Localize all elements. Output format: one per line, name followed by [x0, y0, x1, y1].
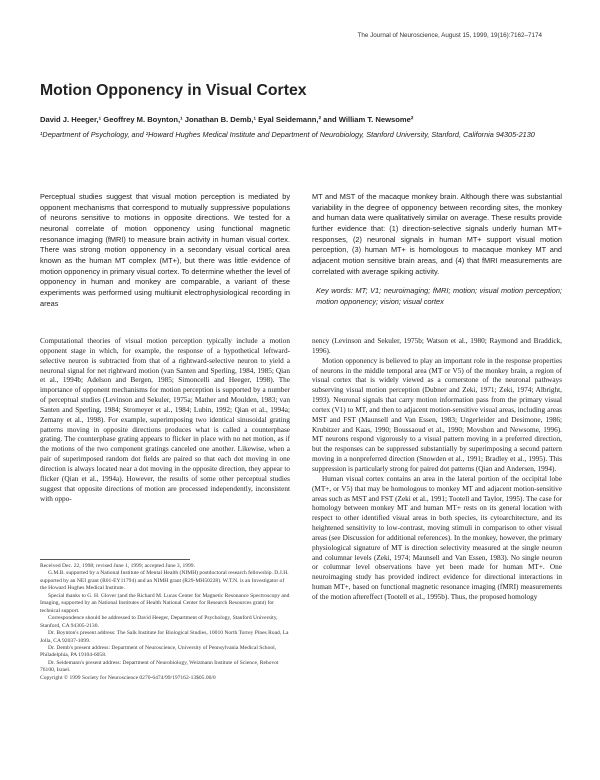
- footnote-demb-address: Dr. Demb's present address: Department of Neuroscience, University of Pennsylvania Medical School, Philadelphia, PA 19104-6058.: [40, 644, 277, 659]
- footnote-copyright: Copyright © 1999 Society for Neuroscience 0270-6474/99/197162-13$05.00/0: [40, 674, 216, 681]
- body-right-column: [312, 337, 562, 603]
- keywords: Key words: MT; V1; neuroimaging; fMRI; motion; visual motion perception; motion opponency; vision; visual cortex: [316, 286, 562, 306]
- footnote-received: Received Dec. 22, 1998; revised June 1, 1999; accepted June 3, 1999.: [40, 563, 195, 569]
- footnote-thanks: Special thanks to G. H. Glover (and the Richard M. Lucas Center for Magnetic Resonance Spectroscopy and Imaging, supported by an National Institutes of Health National Center for Research Resources grant) for technical support.: [40, 592, 290, 614]
- abstract-left-column: Perceptual studies suggest that visual motion perception is mediated by opponent mechanisms that correspond to mutually suppressive populations of neurons sensitive to motions in opposite directions. We tested for a neuronal correlate of motion opponency using functional magnetic resonance imaging (fMRI) to measure brain activity in human visual cortex. There was strong motion opponency in a secondary visual cortical area known as the human MT complex (MT+), but there was little evidence of motion opponency in primary visual cortex. To determine whether the level of opponency in human and monkey are comparable, a variant of these experiments was performed using multiunit electrophysiological recording in areas: [40, 192, 290, 308]
- footnote-correspondence: Correspondence should be addressed to David Heeger, Department of Psychology, Stanford University, Stanford, CA 94305-2130.: [40, 615, 278, 629]
- footnote-support: G.M.B. supported by a National Institute of Mental Health (NIMH) postdoctoral research fellowship. D.J.H. supported by an NEI grant (R01-EY11794) and an NIMH grant (R29-MH50228). W.T.N. is an Investigator of the Howard Hughes Medical Institute.: [40, 570, 289, 592]
- abstract-right-text: MT and MST of the macaque monkey brain. Although there was substantial variability in the degree of opponency between recording sites, the monkey and human data were qualitatively similar on average. These results provide further evidence that: (1) direction-selective signals underly human MT+ responses, (2) neuronal signals in human MT+ support visual motion perception, (3) human MT+ is homologous to macaque monkey MT and adjacent motion sensitive brain areas, and (4) that fMRI measurements are correlated with average spiking activity.: [312, 192, 562, 276]
- affiliation: ¹Department of Psychology, and ²Howard Hughes Medical Institute and Department of Neurobiology, Stanford University, Stanford, California 94305-2130: [40, 130, 535, 139]
- footnote-seidemann-address: Dr. Seidemann's present address: Department of Neurobiology, Weizmann Institute of Science, Rehovot 76100, Israel.: [40, 659, 279, 674]
- body-right-paragraph-1: nency (Levinson and Sekuler, 1975b; Watson et al., 1980; Raymond and Braddick, 1996).: [312, 337, 562, 355]
- paper-title: Motion Opponency in Visual Cortex: [40, 82, 307, 99]
- footnote-divider: [40, 559, 190, 560]
- journal-header: The Journal of Neuroscience, August 15, 1999, 19(16):7162–7174: [357, 32, 542, 39]
- abstract-right-column: [312, 192, 562, 308]
- author-list: David J. Heeger,¹ Geoffrey M. Boynton,¹ Jonathan B. Demb,¹ Eyal Seidemann,² and William T. Newsome²: [40, 115, 414, 124]
- body-right-paragraph-2: Motion opponency is believed to play an important role in the response properties of neurons in the middle temporal area (MT or V5) of the monkey brain, a region of visual cortex that is widely viewed as a cornerstone of the neuronal pathways subserving visual motion perception (Dubner and Zeki, 1971; Zeki, 1974; Albright, 1993). Neuronal signals that carry motion information pass from the primary visual cortex (V1) to MT, and then to adjacent motion-sensitive visual areas, including areas MST and FST (Maunsell and Van Essen, 1983; Ungerleider and Desimone, 1986; Krubitzer and Kaas, 1990; Boussaoud et al., 1990; Movshon and Newsome, 1996). MT neurons respond vigorously to a visual pattern moving in a preferred direction, but the responses can be suppressed substantially by superimposing a second pattern moving in a nonpreferred direction (Snowden et al., 1991; Bradley et al., 1995). This suppression is particularly strong for paired dot patterns (Qian and Andersen, 1994).: [312, 356, 562, 473]
- body-right-paragraph-3: Human visual cortex contains an area in the lateral portion of the occipital lobe (MT+, or V5) that may be homologous to monkey MT and adjacent motion-sensitive areas such as MST and FST (Zeki et al., 1991; Tootell and Taylor, 1995). The case for homology between monkey MT and human MT+ rests on its general location with respect to other identified visual areas in both species, its cytoarchitecture, and its heightened sensitivity to low-contrast, moving stimuli in comparison to other visual areas (see Discussion for additional references). In the monkey, however, the primary physiological signature of MT is direction selectivity measured at the single neuron and columnar levels (Zeki, 1974; Maunsell and Van Essen, 1983). No single neuron or columnar level observations have yet been made for human MT+. One neuroimaging study has provided indirect evidence for directional interactions in human MT+, based on functional magnetic resonance imaging (fMRI) measurements of the motion aftereffect (Tootell et al., 1995b). Thus, the proposed homology: [312, 474, 562, 601]
- body-left-column: Computational theories of visual motion perception typically include a motion opponent stage in which, for example, the response of a hypothetical leftward-selective neuron is subtracted from that of a rightward-selective neuron to yield a neuronal signal for net rightward motion (van Santen and Sperling, 1984, 1985; Qian et al., 1994b; Adelson and Bergen, 1985; Simoncelli and Heeger, 1998). The importance of opponent mechanisms for motion perception is supported by a number of perceptual studies (Levinson and Sekuler, 1975a; Mather and Moulden, 1983; van Santen and Sperling, 1984; Stromeyer et al., 1984; Lubin, 1992; Qian et al., 1994a; Zemany et al., 1998). For example, superimposing two identical sinusoidal grating patterns moving in opposite directions produces what is called a counterphase grating. The counterphase grating appears to flicker in place with no net motion, as if the motions of the two component gratings canceled one another. Likewise, when a pair of superimposed random dot fields are paired so that each dot moving in one direction is always located near a dot moving in the opposite direction, they appear to flicker (Qian et al., 1994a). However, the results of some other perceptual studies suggest that opposite directions of motion are processed independently, inconsistent with oppo-: [40, 337, 290, 503]
- footnote-boynton-address: Dr. Boynton's present address: The Salk Institute for Biological Studies, 10010 North Torrey Pines Road, La Jolla, CA 92037-1099.: [40, 630, 289, 644]
- footnotes: [40, 563, 290, 682]
